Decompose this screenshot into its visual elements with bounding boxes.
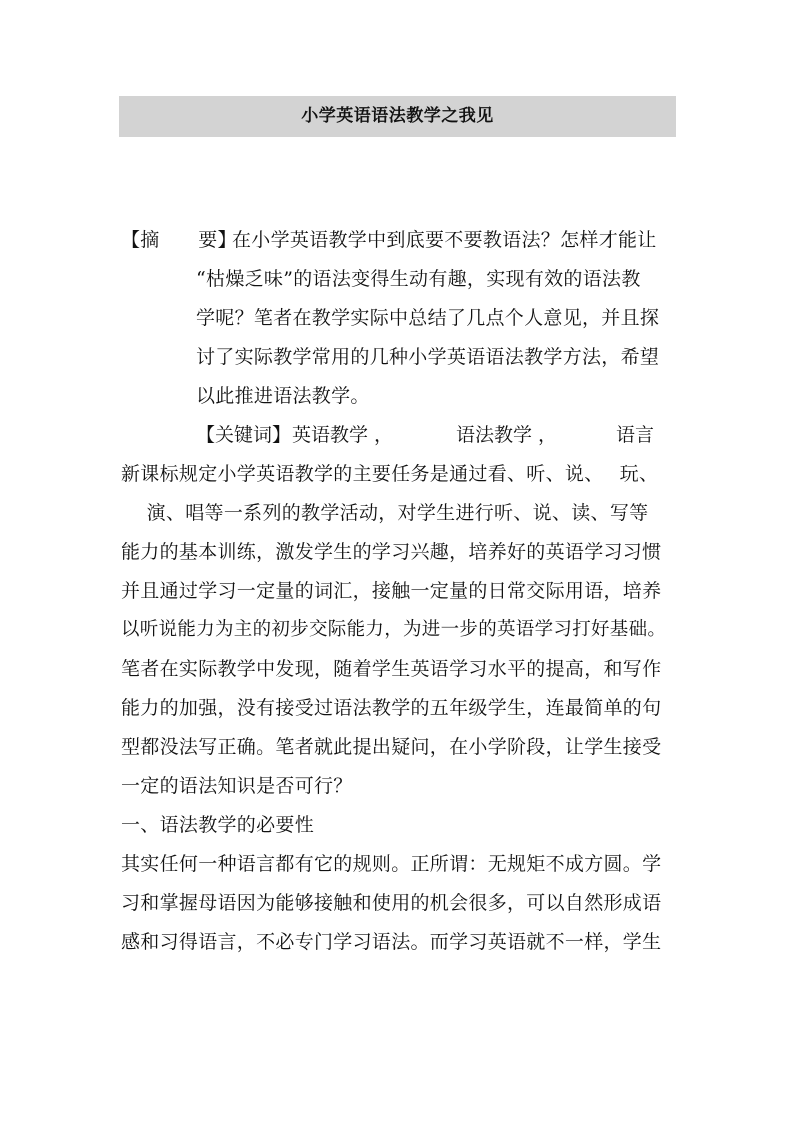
keywords-label: 【关键词】	[196, 424, 292, 446]
section-line: 感和习得语言，不必专门学习语法。而学习英语就不一样，学生	[121, 931, 662, 953]
intro-line: 演、唱等一系列的教学活动，对学生进行听、说、读、写等	[121, 502, 649, 524]
intro-line: 并且通过学习一定量的词汇，接触一定量的日常交际用语，培养	[121, 580, 662, 602]
section-line: 习和掌握母语因为能够接触和使用的机会很多，可以自然形成语	[121, 892, 662, 914]
intro-line: 能力的基本训练，激发学生的学习兴趣，培养好的英语学习习惯	[121, 541, 662, 563]
intro-line: 笔者在实际教学中发现，随着学生英语学习水平的提高，和写作	[121, 658, 662, 680]
keyword-item: 语法教学 ，	[456, 424, 558, 446]
document-title: 小学英语语法教学之我见	[301, 106, 494, 126]
intro-line: 型都没法写正确。笔者就此提出疑问，在小学阶段，让学生接受	[121, 736, 662, 758]
keyword-item: 语言	[616, 424, 655, 446]
keyword-item: 英语教学 ，	[292, 424, 394, 446]
abstract-line: 学呢？笔者在教学实际中总结了几点个人意见，并且探	[196, 307, 660, 329]
title-bar	[119, 96, 676, 137]
intro-line: 以听说能力为主的初步交际能力，为进一步的英语学习打好基础。	[121, 619, 667, 640]
abstract-line: “枯燥乏味”的语法变得生动有趣，实现有效的语法教	[196, 268, 641, 290]
abstract-line: 讨了实际教学常用的几种小学英语语法教学方法，希望	[196, 346, 660, 368]
abstract-line: 以此推进语法教学。	[196, 385, 370, 407]
abstract-label: 【摘 要】	[121, 229, 237, 251]
intro-line: 能力的加强，没有接受过语法教学的五年级学生，连最简单的句	[121, 697, 662, 719]
section-line: 其实任何一种语言都有它的规则。正所谓：无规矩不成方圆。学	[121, 853, 662, 875]
intro-line: 一定的语法知识是否可行？	[121, 775, 353, 797]
abstract-line: 在小学英语教学中到底要不要教语法？怎样才能让	[232, 229, 657, 251]
intro-line: 新课标规定小学英语教学的主要任务是通过看、听、说、 玩、	[121, 463, 659, 485]
section-heading: 一、语法教学的必要性	[121, 814, 315, 836]
